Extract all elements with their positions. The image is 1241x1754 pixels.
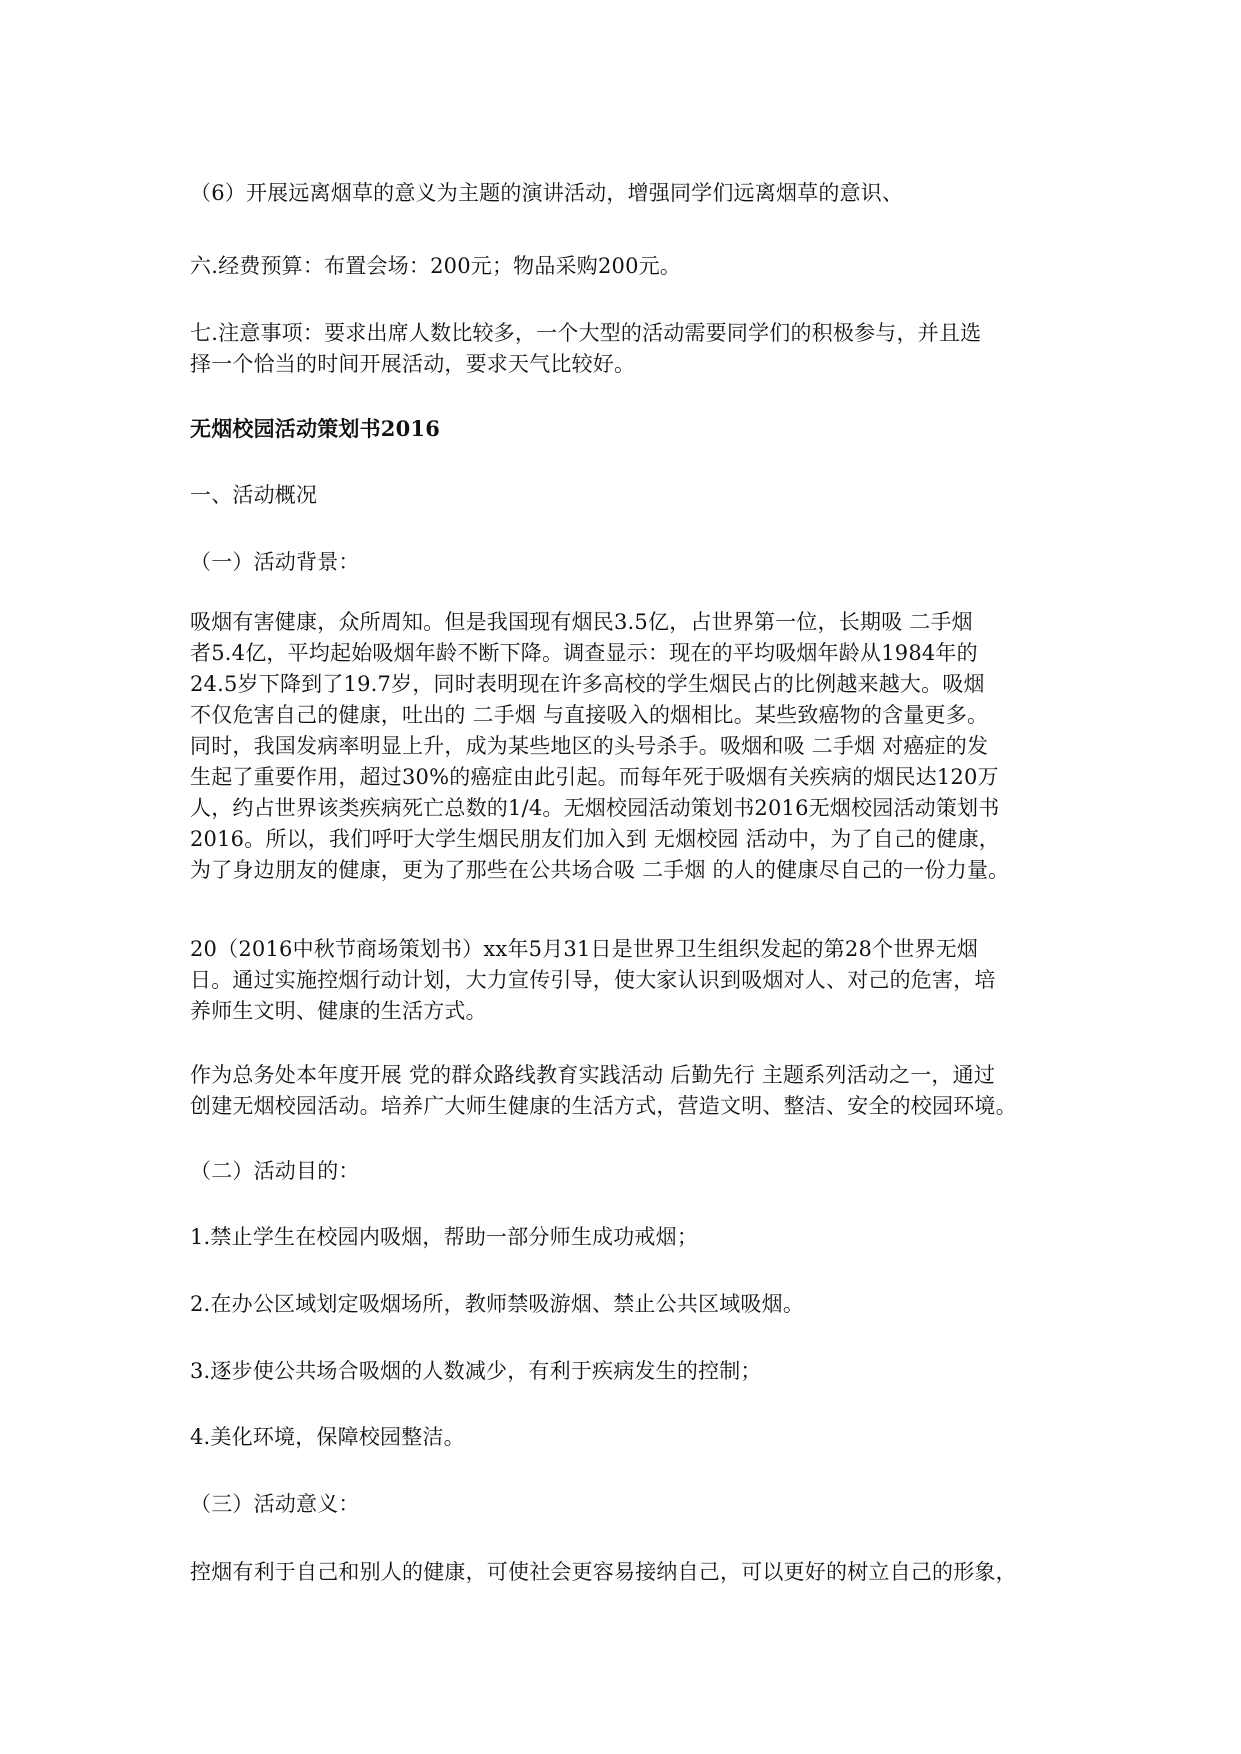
text-line: 人，约占世界该类疾病死亡总数的1/4。无烟校园活动策划书2016无烟校园活动策划书 (190, 796, 1000, 820)
subsection-heading (190, 1156, 1070, 1187)
text-line: 不仅危害自己的健康，吐出的 二手烟 与直接吸入的烟相比。某些致癌物的含量更多。 (190, 703, 989, 727)
text-line: 同时，我国发病率明显上升，成为某些地区的头号杀手。吸烟和吸 二手烟 对癌症的发 (190, 734, 989, 758)
text-line: 择一个恰当的时间开展活动，要求天气比较好。 (190, 352, 636, 376)
text-line: （一）活动背景： (190, 550, 360, 574)
text-line: 控烟有利于自己和别人的健康，可使社会更容易接纳自己，可以更好的树立自己的形象， (190, 1560, 1017, 1584)
text-line: 六.经费预算：布置会场：200元；物品采购200元。 (190, 254, 682, 278)
text-line: 20（2016中秋节商场策划书）xx年5月31日是世界卫生组织发起的第28个世界无烟 (190, 937, 979, 961)
text-line: 日。通过实施控烟行动计划，大力宣传引导，使大家认识到吸烟对人、对己的危害，培 (190, 968, 996, 992)
paragraph-item-6 (190, 178, 1070, 209)
text-line: 七.注意事项：要求出席人数比较多，一个大型的活动需要同学们的积极参与，并且选 (190, 321, 982, 345)
paragraph-background (190, 607, 1070, 886)
list-item-goal (190, 1356, 1070, 1387)
text-line: 创建无烟校园活动。培养广大师生健康的生活方式，营造文明、整洁、安全的校园环境。 (190, 1094, 1017, 1118)
subsection-heading (190, 1489, 1070, 1520)
text-line: 生起了重要作用，超过30%的癌症由此引起。而每年死于吸烟有关疾病的烟民达120万 (190, 765, 999, 789)
section-heading (190, 480, 1070, 511)
text-line: 1.禁止学生在校园内吸烟，帮助一部分师生成功戒烟； (190, 1225, 699, 1249)
list-item-goal (190, 1422, 1070, 1453)
text-line: （三）活动意义： (190, 1492, 360, 1516)
text-line: 养师生文明、健康的生活方式。 (190, 999, 487, 1023)
text-line: （二）活动目的： (190, 1159, 360, 1183)
paragraph-notes (190, 318, 1070, 380)
document-title (190, 413, 1070, 444)
list-item-goal (190, 1289, 1070, 1320)
paragraph-budget (190, 251, 1070, 282)
text-line: 者5.4亿，平均起始吸烟年龄不断下降。调查显示：现在的平均吸烟年龄从1984年的 (190, 641, 978, 665)
text-line: 2.在办公区域划定吸烟场所，教师禁吸游烟、禁止公共区域吸烟。 (190, 1292, 805, 1316)
paragraph-department (190, 1060, 1070, 1122)
text-line: 2016。所以，我们呼吁大学生烟民朋友们加入到 无烟校园 活动中，为了自己的健康， (190, 827, 1000, 851)
paragraph-meaning (190, 1557, 1070, 1588)
paragraph-no-smoking-day (190, 934, 1070, 1027)
text-line: 4.美化环境，保障校园整洁。 (190, 1425, 465, 1449)
text-line: 24.5岁下降到了19.7岁，同时表明现在许多高校的学生烟民占的比例越来越大。吸烟 (190, 672, 985, 696)
text-line: 吸烟有害健康，众所周知。但是我国现有烟民3.5亿，占世界第一位，长期吸 二手烟 (190, 610, 973, 634)
text-line: 为了身边朋友的健康，更为了那些在公共场合吸 二手烟 的人的健康尽自己的一份力量。 (190, 858, 1010, 882)
title-text: 无烟校园活动策划书2016 (190, 416, 441, 441)
text-line: （6）开展远离烟草的意义为主题的演讲活动，增强同学们远离烟草的意识、 (190, 181, 904, 205)
text-line: 3.逐步使公共场合吸烟的人数减少，有利于疾病发生的控制； (190, 1359, 762, 1383)
text-line: 一、活动概况 (190, 483, 318, 507)
list-item-goal (190, 1222, 1070, 1253)
text-line: 作为总务处本年度开展 党的群众路线教育实践活动 后勤先行 主题系列活动之一，通过 (190, 1063, 996, 1087)
subsection-heading (190, 547, 1070, 578)
